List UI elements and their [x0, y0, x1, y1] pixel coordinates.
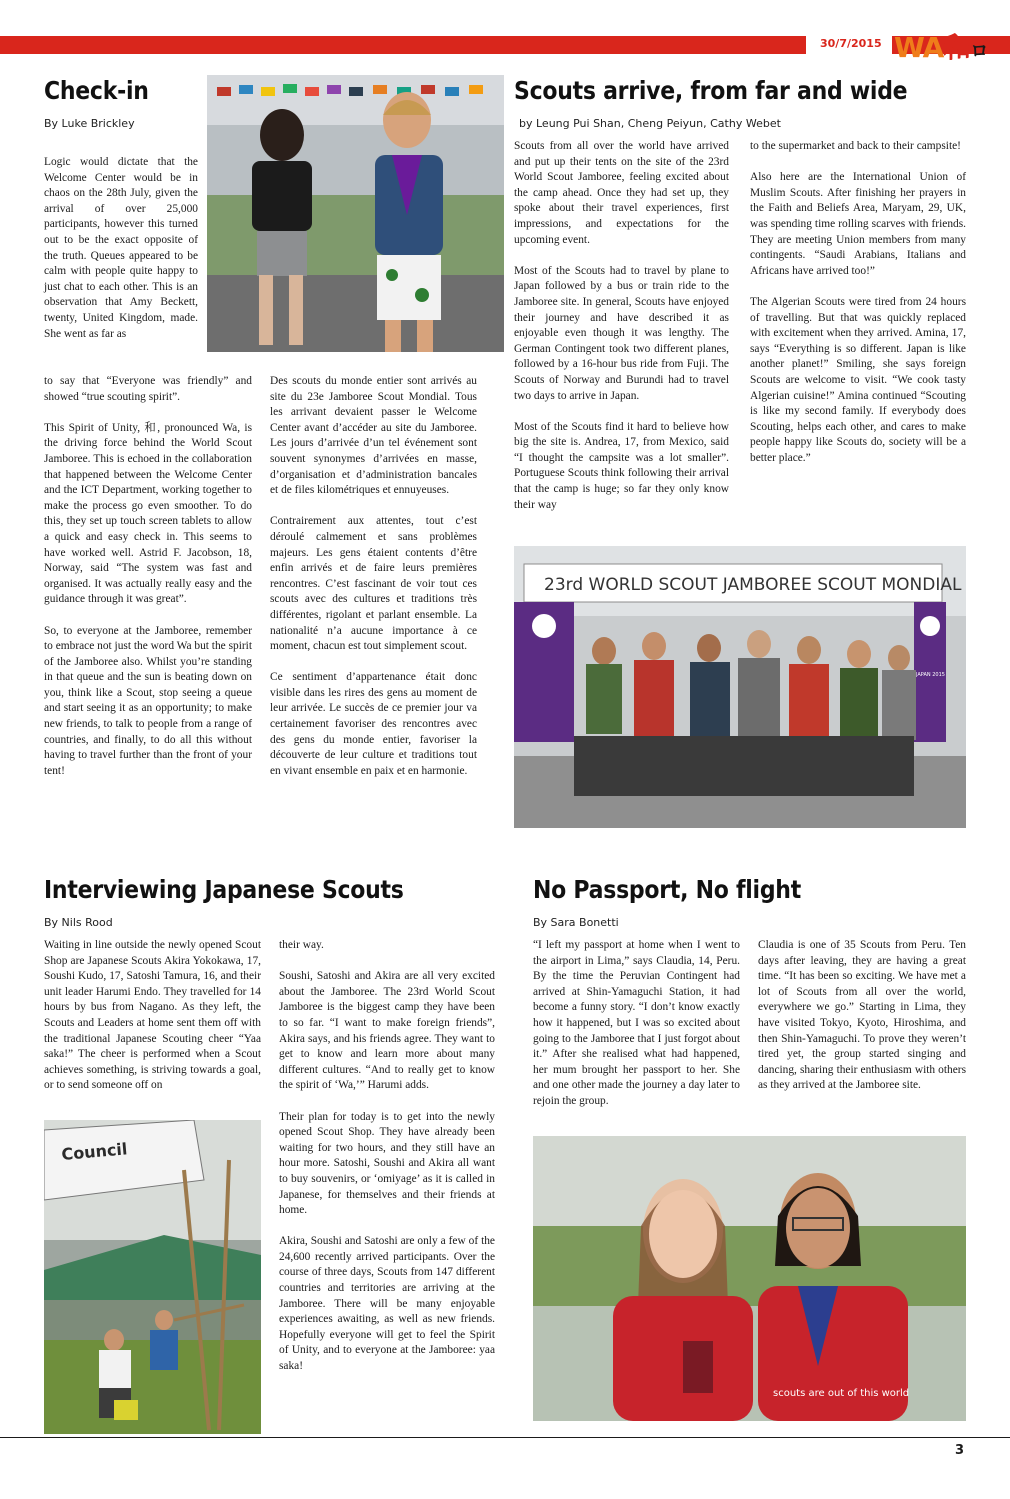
checkin-french-paragraph-1: Des scouts du monde entier sont arrivés au site du 23e Jamboree Scout Mondial. Tous les arrivant devaient passer le Welcome Center avant d’accéder au site du Jamboree. Les jours d’arrivée d’un tel événement sont souvent synonymes d’arrivées en masse, d’organisation et d’administration bancales et de files kilométriques et ennuyeuses. [270, 375, 477, 497]
arrive-byline: by Leung Pui Shan, Cheng Peiyun, Cathy Webet [519, 117, 781, 130]
checkin-paragraph-2: This Spirit of Unity, 和, pronounced Wa, is the driving force behind the World Scout Jamboree. This is echoed in the collaboration that happened between the Welcome Center and the ICT Department, working together to make the process go even smoother. To do this, they set up touch screen tablets to allow a quick and easy check in. This seems to have worked well. Astrid F. Jacobson, 18, Norway, said “The system was fast and organised. It was actually really easy and the guidance through it was great”. [44, 421, 252, 606]
passport-column-1 [533, 938, 740, 1125]
arrive-paragraph-5: Also here are the International Union of Muslim Scouts. After finishing her prayers in the Faith and Beliefs Area, Maryam, 29, UK, was spending time rolling scarves with friends. They are meeting Union members from many contingents. “Saudi Arabians, Italians and Africans have arrived too!” [750, 171, 966, 277]
checkin-paragraph-1-cont: to say that “Everyone was friendly” and showed “true scouting spirit”. [44, 375, 252, 403]
arrive-headline: Scouts arrive, from far and wide [514, 76, 908, 105]
interview-photo [44, 1120, 261, 1434]
arrive-paragraph-6: The Algerian Scouts were tired from 24 hours of travelling. But that was quickly replaced with excitement when they arrived. Amina, 17, says “Everything is so different. Japan is like another planet!” Smiling, she says foreign Scouts are welcome to visit. “We cook tasty Algerian cuisine!” Amina continued “Scouting is like my second family. If everybody does Scouting, helps each other, and cares to make people happy like Scouts do, society will be a better place.” [750, 295, 966, 464]
arrive-paragraph-3: Most of the Scouts find it hard to believe how big the site is. Andrea, 17, from Mexico, said “I thought the campsite was a lot smaller”. Portuguese Scouts think following their arrival that the camp is huge; so far they only know their way [514, 420, 729, 511]
gate-banner-text: 23rd WORLD SCOUT JAMBOREE SCOUT MONDIAL [544, 575, 962, 595]
arrive-paragraph-4: to the supermarket and back to their campsite! [750, 140, 961, 152]
interview-paragraph-4: Their plan for today is to get into the newly opened Scout Shop. They have already been waiting for two hours, and they still have an hour more. Satoshi, Soushi and Akira all want to buy souvenirs, or ‘omiyage’ as it is called in Japanese, for themselves and their friends at home. [279, 1110, 495, 1217]
interview-paragraph-1: Waiting in line outside the newly opened Scout Shop are Japanese Scouts Akira Yokokawa, 17, Soushi Kudo, 17, Satoshi Tamura, 16, and their unit leader Harumi Endo. They travelled for 14 hours by bus from Nagano. As they left, the Scouts and Leaders at home sent them off with the traditional Japanese Scouting cheer “Yaa saka!” The cheer is performed when a Scout achieves something, is striving towards a goal, or to send someone off on [44, 939, 261, 1092]
interview-byline: By Nils Rood [44, 916, 113, 929]
footer-rule [0, 1437, 1010, 1438]
passport-photo [533, 1136, 966, 1421]
checkin-headline: Check-in [44, 76, 149, 105]
passport-column-2 [758, 938, 966, 1110]
interview-column-1 [44, 938, 261, 1094]
page-number: 3 [955, 1443, 965, 1458]
checkin-photo [207, 75, 504, 352]
arrive-paragraph-1: Scouts from all over the world have arrived and put up their tents on the site of the 23rd World Scout Jamboree, feeling excited about the camp ahead. Once they had set up, they spoke about their travel experiences, first impressions, and expectations for the upcoming event. [514, 140, 729, 246]
gate-side-sign: JAPAN 2015 [916, 672, 945, 678]
arrive-paragraph-2: Most of the Scouts had to travel by plane to Japan followed by a bus or train ride to the Jamboree site. In general, Scouts have enjoyed their journey and have described it as enjoyable even though it was lengthy. The German Contingent took two different planes, followed by a 16-hour bus ride from Fuji. The Scouts of Norway and Burundi had to travel two days to arrive in Japan. [514, 264, 729, 402]
logo-kanji: 和 [943, 31, 971, 64]
checkin-column-1-top [44, 155, 198, 342]
checkin-paragraph-3: So, to everyone at the Jamboree, remember to embrace not just the word Wa but the spirit of the Jamboree also. Whilst you’re standing in that queue and the sun is beating down on you, think like a Scout, stop seeing a queue and start seeing it as an opportunity; to make new friends, to talk to people from a range of countries, and finally, to do all this without having to travel further than the front of your tent! [44, 624, 252, 777]
interview-paragraph-3: Soushi, Satoshi and Akira are all very excited about the Jamboree. The 23rd World Scout Jamboree is the biggest camp they have been to so far. “I want to make foreign friends”, Akira says, and his friends agree. They want to get to know and learn more about many different cultures. “And to really get to know the spirit of ‘Wa,’” Harumi adds. [279, 970, 495, 1092]
checkin-french-paragraph-2: Contrairement aux attentes, tout c’est déroulé calmement et sans problèmes majeurs. Les gens étaient contents d’être enfin arrivés et de faire leurs premières rencontres. C’est fascinant de voir tout ces scouts avec des cultures et traditions très différentes, rigolant et parlant ensemble. La nationalité n’a aucune importance à ce moment, chacun est tout simplement scout. [270, 515, 477, 653]
passport-byline: By Sara Bonetti [533, 916, 619, 929]
checkin-column-1 [44, 374, 252, 795]
passport-paragraph-2: Claudia is one of 35 Scouts from Peru. Ten days after leaving, they are having a great time. “It has been so exciting. We have met a lot of Scouts from all over the world, everywhere we go.” Starting in Lima, they have visited Tokyo, Kyoto, Hiroshima, and then Shin-Yamaguchi. To prove they weren’t tired yet, the group started singing and dancing, sharing their enthusiasm with others as they arrived at the Jamboree site. [758, 939, 966, 1092]
interview-headline: Interviewing Japanese Scouts [44, 875, 404, 904]
interview-flag-text: Council [60, 1139, 129, 1164]
checkin-byline: By Luke Brickley [44, 117, 135, 130]
shirt-slogan: scouts are out of this world [773, 1388, 910, 1399]
interview-paragraph-5: Akira, Soushi and Satoshi are only a few of the 24,600 recently arrived participants. Over the course of three days, Scouts from 147 different countries and territories are arriving at the Jamboree. There will be many enjoyable experiences awaiting, as well as new friends. Hopefully everyone will get to feel the Spirit of Unity, and to everyone at the Jamboree: yaa saka! [279, 1235, 495, 1373]
checkin-column-french [270, 374, 477, 795]
arrive-column-2 [750, 139, 966, 482]
checkin-paragraph-1: Logic would dictate that the Welcome Center would be in chaos on the 28th July, given the arrival of over 25,000 participants, however this turned out to be the exact opposite of the truth. Queues appeared to be calm with people quite happy to just chat to each other. This is an observation that Amy Beckett, twenty, United Kingdom, made. She went as far as [44, 156, 198, 340]
passport-paragraph-1: “I left my passport at home when I went to the airport in Lima,” says Claudia, 14, Peru. By the time the Peruvian Contingent had arrived at Shin-Yamaguchi Station, it had become a funny story. “I don’t know exactly how it happened, but I was so excited about going to the Jamboree that I just forgot about it.” After she realised what had happened, her mum brought her passport to her. She and one other made the journey a day later to rejoin the group. [533, 939, 740, 1107]
interview-column-2 [279, 938, 495, 1390]
checkin-french-paragraph-3: Ce sentiment d’appartenance était donc visible dans les rires des gens au moment de leur arrivée. Le succès de ce premier jour va certainement favoriser des rencontres avec des gens du monde entier, favoriser la découverte de leur culture et traditions tout en vivant ensemble en paix et en harmonie. [270, 671, 477, 777]
interview-paragraph-2: their way. [279, 939, 324, 951]
jamboree-gate-photo [514, 546, 966, 828]
passport-headline: No Passport, No flight [533, 875, 801, 904]
arrive-column-1 [514, 139, 729, 529]
issue-date: 30/7/2015 [820, 37, 882, 50]
logo-wa: WA [894, 31, 944, 64]
logo-box: ロ [970, 41, 988, 62]
wa-logo [894, 26, 987, 66]
